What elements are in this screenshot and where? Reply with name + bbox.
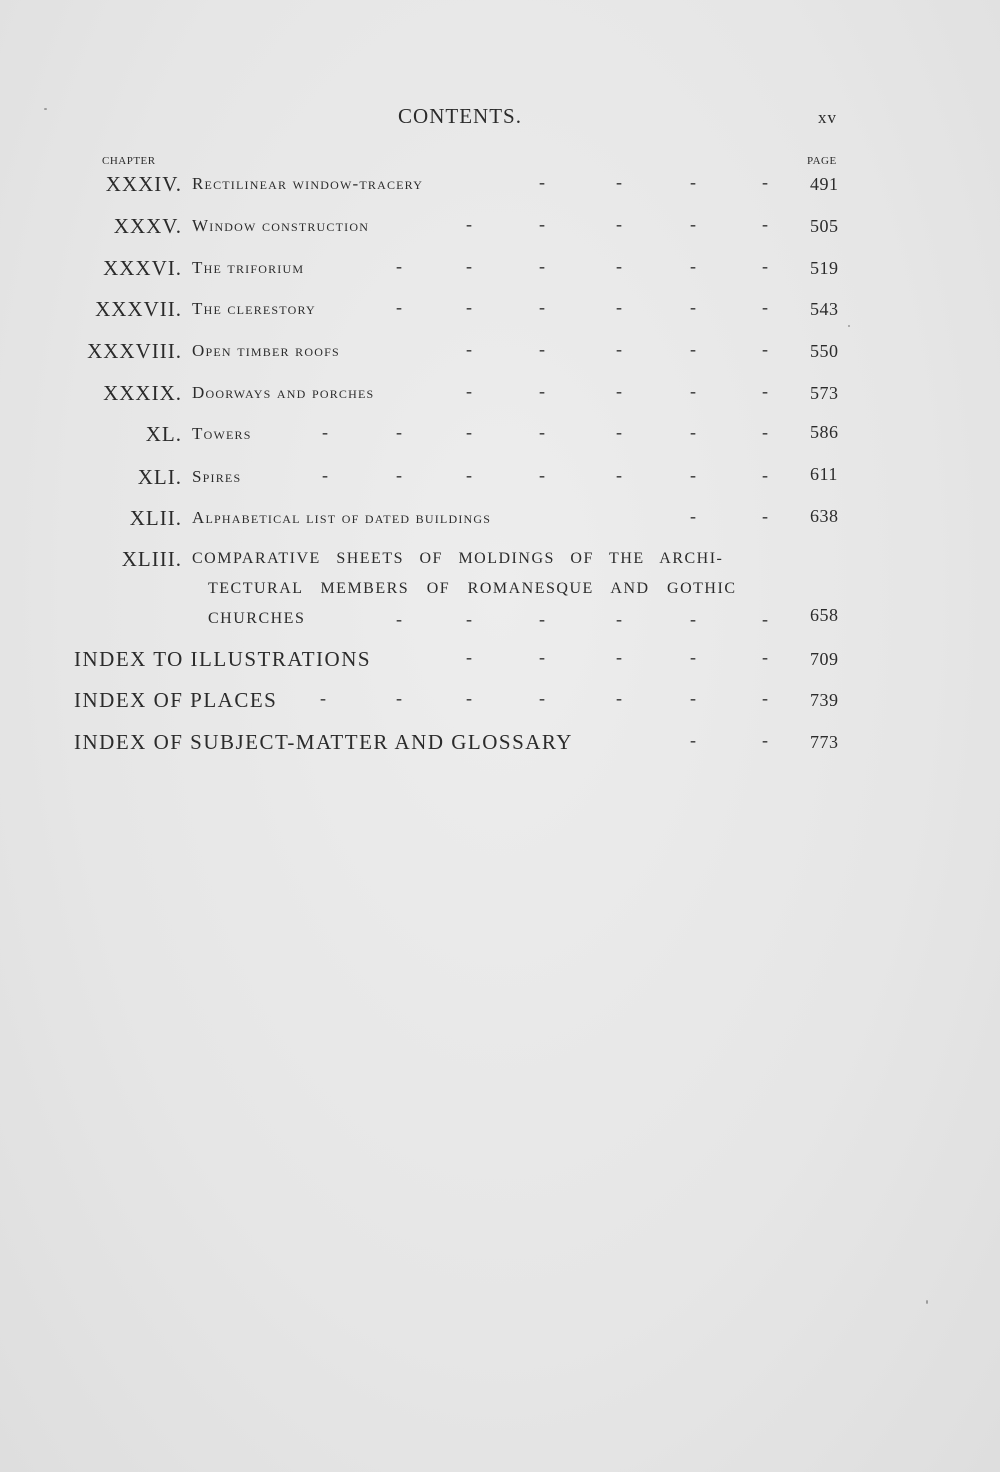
running-head	[0, 104, 1000, 134]
folio-number: xv	[818, 108, 837, 127]
page-column-label: PAGE	[807, 155, 837, 167]
page-number: 709	[810, 649, 839, 669]
chapter-number: XXXVI.	[103, 256, 182, 280]
chapter-title: The triforium	[192, 258, 305, 277]
chapter-number: XLI.	[137, 465, 182, 489]
chapter-title: Window construction	[192, 216, 370, 235]
page-number: 491	[810, 174, 839, 194]
paper-speck	[848, 325, 850, 327]
index-title: INDEX OF SUBJECT-MATTER AND GLOSSARY	[74, 730, 573, 754]
index-title: INDEX OF PLACES	[74, 688, 278, 712]
page-number: 543	[810, 299, 839, 319]
chapter-number: XXXVII.	[95, 297, 182, 321]
page-number: 550	[810, 341, 839, 361]
chapter-number: XXXIX.	[103, 381, 182, 405]
chapter-title: Alphabetical list of dated buildings	[192, 508, 492, 527]
page-number: 586	[810, 422, 839, 442]
page-number: 638	[810, 506, 839, 526]
page-number: 611	[810, 464, 838, 484]
paper-speck	[44, 108, 47, 110]
paper-speck	[926, 1300, 928, 1304]
page-number: 519	[810, 258, 839, 278]
chapter-title: Towers	[192, 424, 252, 443]
chapter-title: The clerestory	[192, 299, 316, 318]
chapter-title: Open timber roofs	[192, 341, 340, 360]
chapter-title-line-2: TECTURAL MEMBERS OF ROMANESQUE AND GOTHIC	[208, 580, 737, 597]
page-number: 505	[810, 216, 839, 236]
chapter-number: XL.	[145, 422, 182, 446]
chapter-title: Spires	[192, 467, 242, 486]
chapter-number: XXXV.	[113, 214, 182, 238]
page-number: 739	[810, 690, 839, 710]
index-title: INDEX TO ILLUSTRATIONS	[74, 647, 372, 671]
page-title: CONTENTS.	[398, 104, 522, 128]
chapter-number: XLII.	[129, 506, 182, 530]
page-number: 773	[810, 732, 839, 752]
chapter-number: XXXIV.	[105, 172, 182, 196]
chapter-column-label: CHAPTER	[102, 155, 156, 167]
book-page: CONTENTS. xv CHAPTER PAGE XXXIV. Rectilinear window-tracery - - - - 491 XXXV. Window construction - - - - - 505 XXXVI. The triforium - - - - - - 519 XXXVII. The clerestory - - - - - - 543 XXXVIII. Open timber roofs - - - - - 550 XXXIX. Doorways and porches - - - - - 573 XL. Towers - - - - - - - 586 XLI. Spires - - - - - - - 611 XLII. Alphabetical list of dated buildings - - 638 XLIII. COMPARATIVE SHEETS OF MOLDINGS OF THE ARCHI- TECTURAL MEMBERS OF ROMANESQUE AND GOTHIC CHURCHES - - - - - - 658 INDEX TO ILLUSTRATIONS - - - - - 709 INDEX OF PLACES - - - - - - - 739 INDEX OF SUBJECT-MATTER AND GLOSSARY - - 773	[0, 0, 1000, 1472]
chapter-number: XLIII.	[121, 547, 182, 571]
chapter-title-line-1: COMPARATIVE SHEETS OF MOLDINGS OF THE ARCHI-	[192, 550, 724, 567]
chapter-title-line-3: CHURCHES	[208, 610, 306, 627]
page-number: 658	[810, 605, 839, 625]
chapter-number: XXXVIII.	[87, 339, 182, 363]
chapter-title: Rectilinear window-tracery	[192, 174, 424, 193]
chapter-title: Doorways and porches	[192, 383, 375, 402]
page-number: 573	[810, 383, 839, 403]
